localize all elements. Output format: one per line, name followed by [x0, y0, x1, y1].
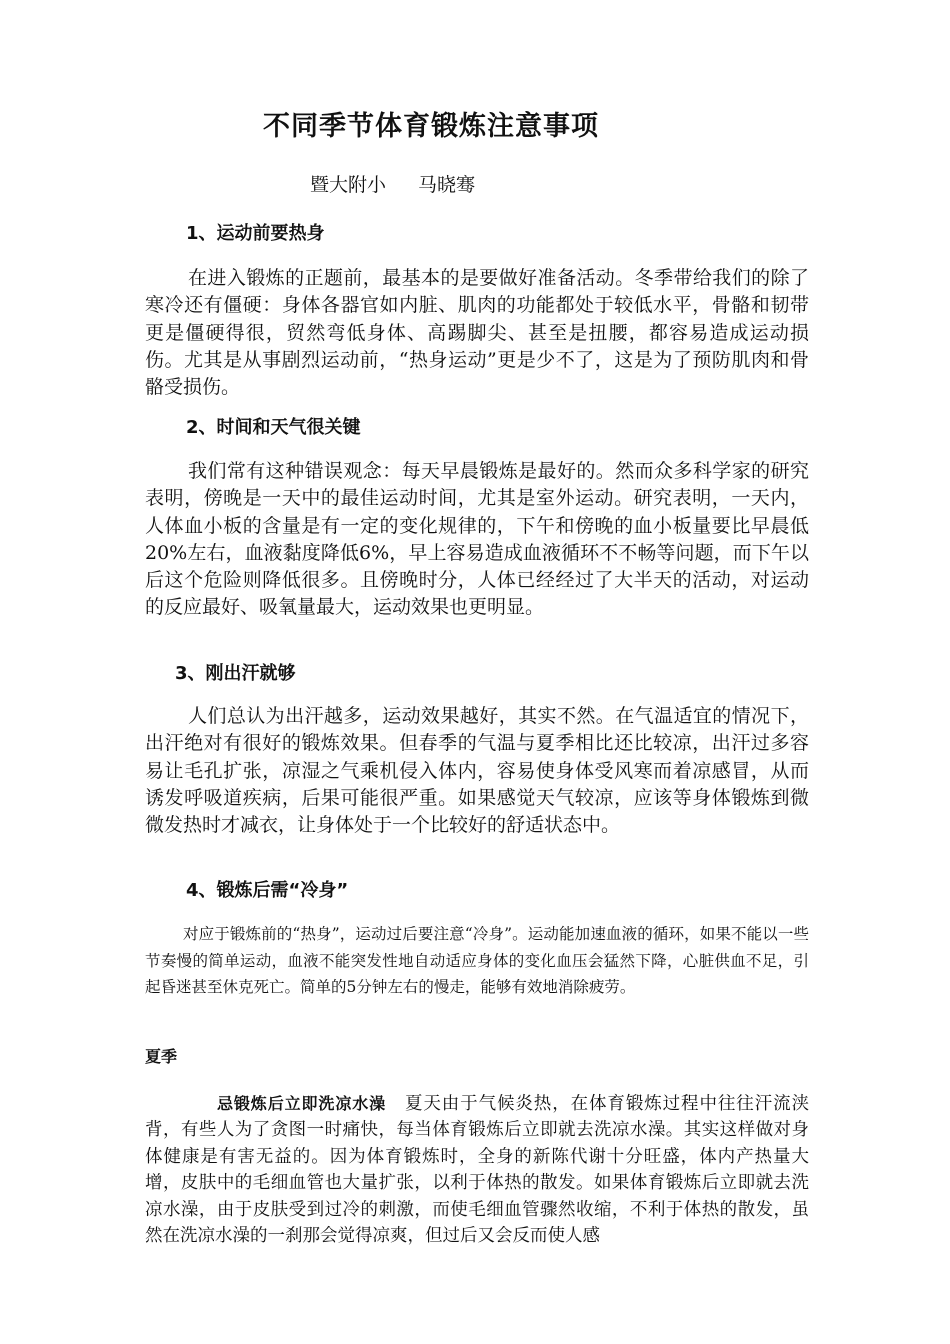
byline-author: 马晓骞	[418, 174, 476, 196]
summer-text: 夏天由于气候炎热，在体育锻炼过程中往往汗流浃背，有些人为了贪图一时痛快，每当体育锻炼后立即就去洗凉水澡。其实这样做对身体健康是有害无益的。因为体育锻炼时，全身的新陈代谢十分旺盛，体内产热量大增，皮肤中的毛细血管也大量扩张，以利于体热的散发。如果体育锻炼后立即就去洗凉水澡，由于皮肤受到过冷的刺激，而使毛细血管骤然收缩，不利于体热的散发，虽然在洗凉水澡的一刹那会觉得凉爽，但过后又会反而使人感	[145, 1094, 809, 1247]
byline	[310, 170, 475, 197]
byline-school: 暨大附小	[310, 174, 387, 196]
summer-paragraph	[145, 1091, 809, 1249]
section-3-paragraph: 人们总认为出汗越多，运动效果越好，其实不然。在气温适宜的情况下，出汗绝对有很好的锻炼效果。但春季的气温与夏季相比还比较凉，出汗过多容易让毛孔扩张，凉湿之气乘机侵入体内，容易使身体受风寒而着凉感冒，从而诱发呼吸道疾病，后果可能很严重。如果感觉天气较凉，应该等身体锻炼到微微发热时才减衣，让身体处于一个比较好的舒适状态中。	[145, 705, 809, 837]
summer-lead-heading: 忌锻炼后立即洗凉水澡	[217, 1094, 387, 1113]
section-1-paragraph: 在进入锻炼的正题前，最基本的是要做好准备活动。冬季带给我们的除了寒冷还有僵硬：身体各器官如内脏、肌肉的功能都处于较低水平，骨骼和韧带更是僵硬得很，贸然弯低身体、高踢脚尖、甚至是扭腰，都容易造成运动损伤。尤其是从事剧烈运动前，“热身运动”更是少不了，这是为了预防肌肉和骨骼受损伤。	[145, 267, 809, 399]
section-4-paragraph: 对应于锻炼前的“热身”，运动过后要注意“冷身”。运动能加速血液的循环，如果不能以一些节奏慢的简单运动，血液不能突发性地自动适应身体的变化血压会猛然下降，心脏供血不足，引起昏迷甚至休克死亡。简单的5分钟左右的慢走，能够有效地消除疲劳。	[145, 925, 809, 997]
section-2-paragraph: 我们常有这种错误观念：每天早晨锻炼是最好的。然而众多科学家的研究表明，傍晚是一天中的最佳运动时间，尤其是室外运动。研究表明，一天内，人体血小板的含量是有一定的变化规律的，下午和傍晚的血小板量要比早晨低20%左右，血液黏度降低6%，早上容易造成血液循环不不畅等问题，而下午以后这个危险则降低很多。且傍晚时分，人体已经经过了大半天的活动，对运动的反应最好、吸氧量最大，运动效果也更明显。	[145, 460, 809, 619]
section-3-heading: 3、刚出汗就够	[175, 663, 296, 684]
section-2-heading: 2、时间和天气很关键	[186, 417, 361, 438]
section-1-heading: 1、运动前要热身	[186, 223, 325, 244]
document-title: 不同季节体育锻炼注意事项	[263, 111, 599, 142]
season-label-summer: 夏季	[145, 1047, 178, 1066]
section-4-heading: 4、锻炼后需“冷身”	[186, 880, 349, 901]
